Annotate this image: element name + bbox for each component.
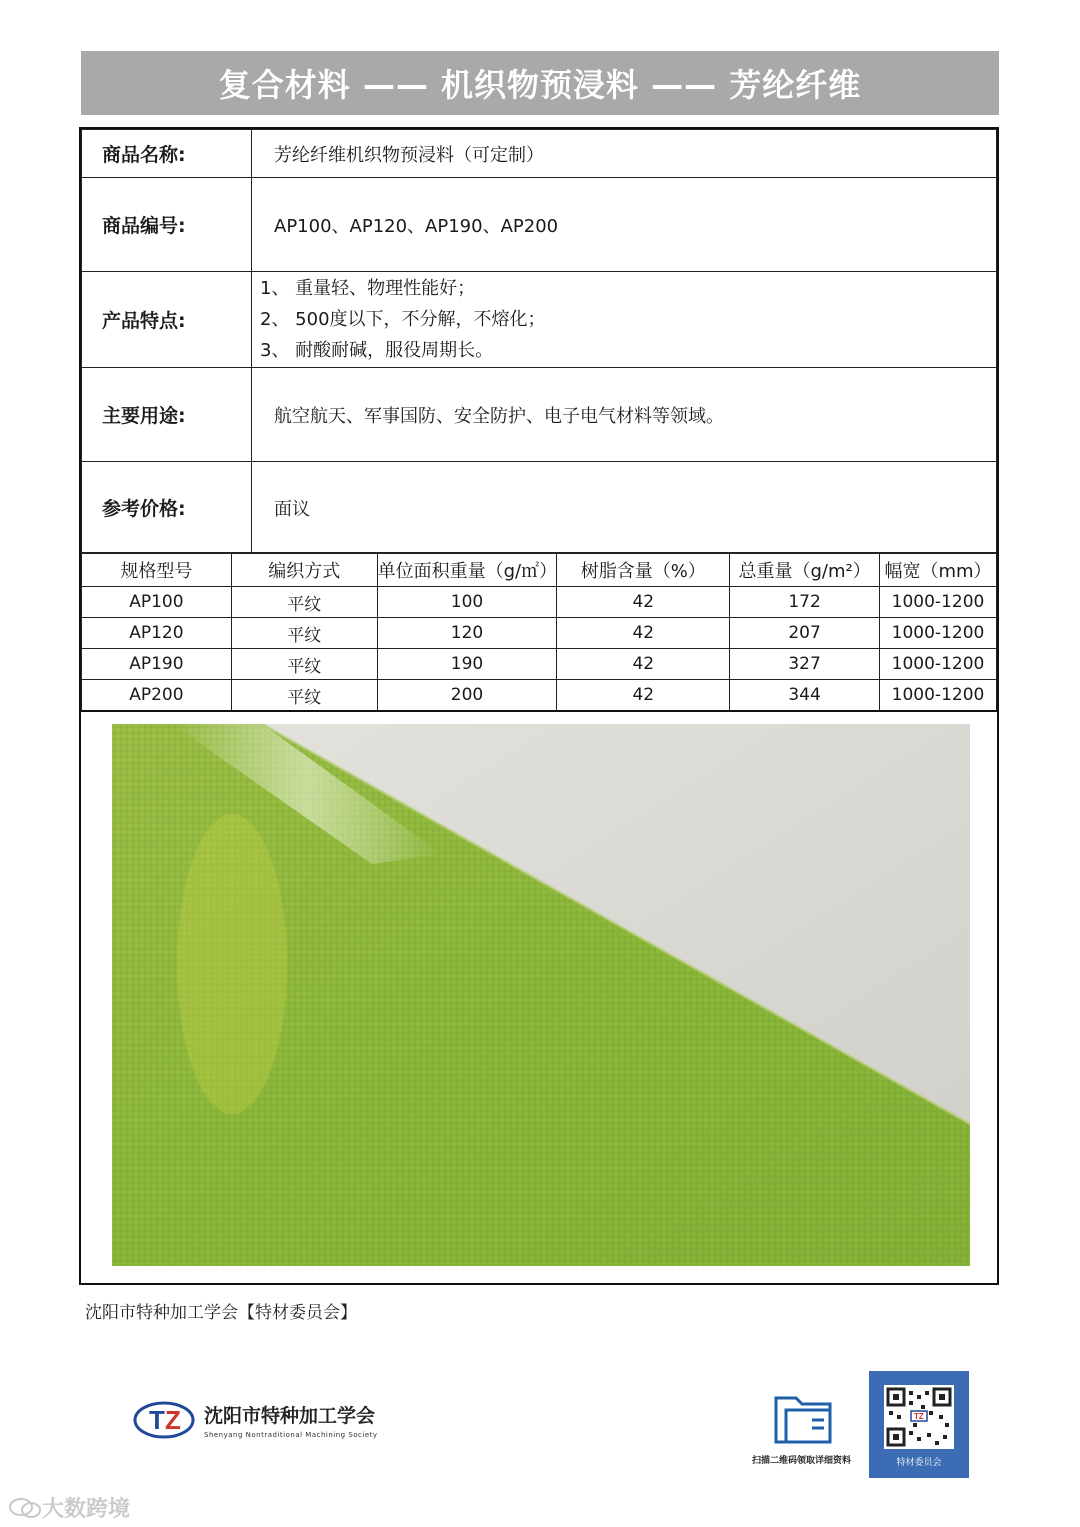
qr-code-icon [869,1371,969,1455]
name-label: 商品名称: [82,130,252,178]
spec-cell: 327 [730,649,880,680]
qr-caption: 特材委员会 [896,1458,942,1468]
spec-cell: 平纹 [231,587,377,618]
fabric-photo [112,724,970,1266]
info-row-use [82,368,997,462]
code-value: AP100、AP120、AP190、AP200 [252,178,997,272]
spec-header-cell: 规格型号 [82,553,232,587]
features-list [252,272,997,368]
spec-cell: AP190 [82,649,232,680]
banner-title: 复合材料 —— 机织物预浸料 —— 芳纶纤维 [218,66,862,104]
info-row-features [82,272,997,368]
name-value: 芳纶纤维机织物预浸料（可定制） [252,130,997,178]
info-row-price [82,462,997,554]
spec-header-cell: 幅宽（mm） [880,553,997,587]
spec-cell: 200 [377,680,557,712]
spec-cell: 1000-1200 [880,649,997,680]
spec-cell: 190 [377,649,557,680]
spec-header-cell: 单位面积重量（g/㎡） [377,553,557,587]
spec-cell: 1000-1200 [880,587,997,618]
tz-logo-icon [132,1400,196,1440]
spec-header-cell: 编织方式 [231,553,377,587]
watermark-text: 大数跨境 [42,1497,131,1522]
spec-table [81,552,997,712]
info-row-code [82,178,997,272]
feature-item: 2、 500度以下，不分解，不熔化； [260,309,546,330]
svg-text:Z: Z [165,1405,181,1435]
chat-bubble-icon [8,1496,42,1520]
spec-cell: 207 [730,618,880,649]
spec-cell: 100 [377,587,557,618]
org-line: 沈阳市特种加工学会【特材委员会】 [85,1303,357,1323]
feature-item: 1、 重量轻、物理性能好； [260,278,476,299]
svg-text:T: T [149,1405,165,1435]
spec-cell: 344 [730,680,880,712]
society-logo [132,1400,378,1440]
page-banner [81,51,999,115]
spec-header-cell: 总重量（g/m²） [730,553,880,587]
logo-english-name: Shenyang Nontraditional Machining Society [204,1431,378,1439]
product-info-table [81,129,997,554]
spec-cell: 平纹 [231,649,377,680]
info-row-name [82,130,997,178]
spec-cell: AP100 [82,587,232,618]
spec-cell: 120 [377,618,557,649]
spec-cell: 平纹 [231,618,377,649]
table-row [82,587,997,618]
spec-cell: AP120 [82,618,232,649]
scan-caption: 扫描二维码领取详细资料 [752,1456,852,1466]
spec-cell: 平纹 [231,680,377,712]
folder-icon [772,1388,838,1452]
watermark [8,1492,130,1523]
use-label: 主要用途: [82,368,252,462]
spec-cell: 1000-1200 [880,618,997,649]
features-label: 产品特点: [82,272,252,368]
code-label: 商品编号: [82,178,252,272]
spec-cell: 42 [557,680,730,712]
spec-cell: AP200 [82,680,232,712]
table-row [82,618,997,649]
spec-cell: 42 [557,649,730,680]
spec-header-row [82,553,997,587]
price-value: 面议 [252,462,997,554]
feature-item: 3、 耐酸耐碱，服役周期长。 [260,340,494,361]
table-row [82,680,997,712]
use-value: 航空航天、军事国防、安全防护、电子电气材料等领域。 [252,368,997,462]
qr-code-card [869,1371,969,1478]
table-row [82,649,997,680]
logo-name: 沈阳市特种加工学会 [204,1405,376,1427]
spec-cell: 42 [557,618,730,649]
fabric-photo-illustration [112,724,970,1266]
svg-text:TZ: TZ [914,1412,924,1421]
spec-cell: 1000-1200 [880,680,997,712]
spec-cell: 42 [557,587,730,618]
spec-header-cell: 树脂含量（%） [557,553,730,587]
price-label: 参考价格: [82,462,252,554]
spec-cell: 172 [730,587,880,618]
